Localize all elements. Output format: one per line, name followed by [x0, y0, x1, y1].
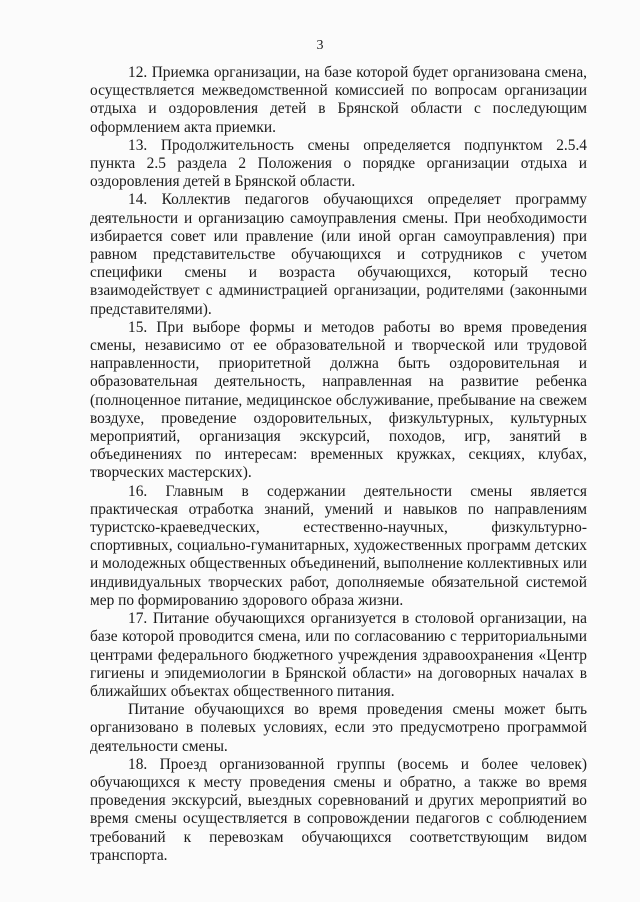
- paragraph-17-nutrition: 17. Питание обучающихся организуется в столовой организации, на базе которой проводится смена, или по согласованию с территориальными центрами федерального бюджетного учреждения здравоохранения «Центр гигиены и эпидемиологии в Брянской области» на договорных началах в ближайших объектах общественного питания.: [90, 610, 587, 700]
- page-number: 3: [316, 38, 324, 53]
- paragraph-16-main-content: 16. Главным в содержании деятельности смены является практическая отработка знаний, умений и навыков по направлениям туристско-краеведческих, естественно-научных, физкультурно-спортивных, социально-гуманитарных, художественных программ детских и молодежных общественных объединений, выполнение коллективных или индивидуальных творческих работ, дополняемые обязательной системой мер по формированию здорового образа жизни.: [90, 482, 587, 609]
- document-body: [90, 64, 587, 865]
- paragraph-17-field-nutrition: Питание обучающихся во время проведения смены может быть организовано в полевых условиях, если это предусмотрено программой деятельности смены.: [90, 701, 587, 755]
- paragraph-12-acceptance: 12. Приемка организации, на базе которой будет организована смена, осуществляется межведомственной комиссией по вопросам организации отдыха и оздоровления детей в Брянской области с последующим оформлением акта приемки.: [90, 64, 587, 136]
- paragraph-15-work-methods: 15. При выборе формы и методов работы во время проведения смены, независимо от ее образовательной и творческой или трудовой направленности, приоритетной должна быть оздоровительная и образовательная деятельность, направленная на развитие ребенка (полноценное питание, медицинское обслуживание, пребывание на свежем воздухе, проведение оздоровительных, физкультурных, культурных мероприятий, организация экскурсий, походов, игр, занятий в объединениях по интересам: временных кружках, секциях, клубах, творческих мастерских).: [90, 318, 587, 482]
- paragraph-14-self-government: 14. Коллектив педагогов обучающихся определяет программу деятельности и организацию самоуправления смены. При необходимости избирается совет или правление (или иной орган самоуправления) при равном представительстве обучающихся и сотрудников с учетом специфики смены и возраста обучающихся, который тесно взаимодействует с администрацией организации, родителями (законными представителями).: [90, 191, 587, 318]
- paragraph-13-duration: 13. Продолжительность смены определяется подпунктом 2.5.4 пункта 2.5 раздела 2 Положения о порядке организации отдыха и оздоровления детей в Брянской области.: [90, 136, 587, 191]
- paragraph-18-transport: 18. Проезд организованной группы (восемь и более человек) обучающихся к месту проведения смены и обратно, а также во время проведения экскурсий, выездных соревнований и других мероприятий во время смены осуществляется в сопровождении педагогов с соблюдением требований к перевозкам обучающихся соответствующим видом транспорта.: [90, 755, 587, 864]
